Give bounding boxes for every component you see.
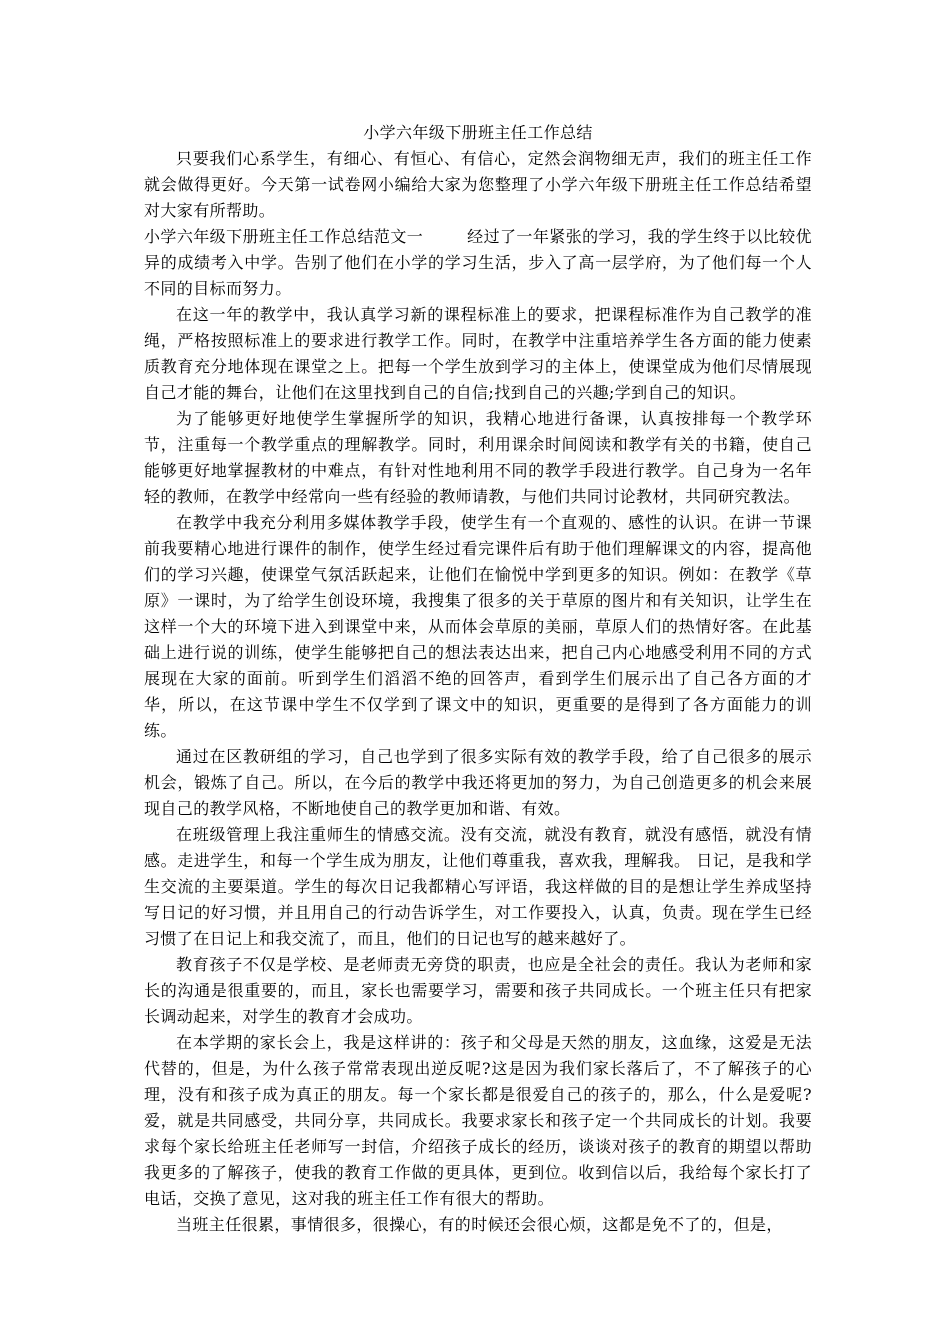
body-paragraph-1: 在这一年的教学中，我认真学习新的课程标准上的要求，把课程标准作为自己教学的准绳，严格按照标准上的要求进行教学工作。同时，在教学中注重培养学生各方面的能力使素质教育充分地体现在课堂之上。把每一个学生放到学习的主体上，使课堂成为他们尽情展现自己才能的舞台，让他们在这里找到自己的自信;找到自己的兴趣;学到自己的知识。: [144, 305, 812, 402]
document-title: 小学六年级下册班主任工作总结: [363, 123, 593, 142]
intro-paragraph: 只要我们心系学生，有细心、有恒心、有信心，定然会润物细无声，我们的班主任工作就会做得更好。今天第一试卷网小编给大家为您整理了小学六年级下册班主任工作总结希望对大家有所帮助。: [144, 149, 812, 220]
body-paragraph-4: 通过在区教研组的学习，自己也学到了很多实际有效的教学手段，给了自己很多的展示机会，锻炼了自己。所以，在今后的教学中我还将更加的努力，为自己创造更多的机会来展现自己的教学风格，不断地使自己的教学更加和谐、有效。: [144, 747, 812, 818]
section-first-paragraph: [144, 224, 812, 302]
section-first-text: 经过了一年紧张的学习，我的学生终于以比较优异的成绩考入中学。告别了他们在小学的学习生活，步入了高一层学府，为了他们每一个人不同的目标而努力。: [144, 227, 812, 298]
body-paragraph-3: 在教学中我充分利用多媒体教学手段，使学生有一个直观的、感性的认识。在讲一节课前我要精心地进行课件的制作，使学生经过看完课件后有助于他们理解课文的内容，提高他们的学习兴趣，使课堂气氛活跃起来，让他们在愉悦中学到更多的知识。例如：在教学《草原》一课时，为了给学生创设环境，我搜集了很多的关于草原的图片和有关知识，让学生在这样一个大的环境下进入到课堂中来，从而体会草原的美丽，草原人们的热情好客。在此基础上进行说的训练，使学生能够把自己的想法表达出来，把自己内心地感受利用不同的方式展现在大家的面前。听到学生们滔滔不绝的回答声，看到学生们展示出了自己各方面的才华，所以，在这节课中学生不仅学到了课文中的知识，更重要的是得到了各方面能力的训练。: [144, 513, 812, 740]
section-heading: 小学六年级下册班主任工作总结范文一: [144, 227, 424, 246]
body-paragraph-6: 教育孩子不仅是学校、是老师责无旁贷的职责，也应是全社会的责任。我认为老师和家长的沟通是很重要的，而且，家长也需要学习，需要和孩子共同成长。一个班主任只有把家长调动起来，对学生的教育才会成功。: [144, 955, 812, 1026]
body-paragraph-8: 当班主任很累，事情很多，很操心，有的时候还会很心烦，这都是免不了的，但是，: [176, 1215, 783, 1234]
body-paragraph-7: 在本学期的家长会上，我是这样讲的：孩子和父母是天然的朋友，这血缘，这爱是无法代替的，但是，为什么孩子常常表现出逆反呢?这是因为我们家长落后了，不了解孩子的心理，没有和孩子成为真正的朋友。每一个家长都是很爱自己的孩子的，那么，什么是爱呢?爱，就是共同感受，共同分享，共同成长。我要求家长和孩子定一个共同成长的计划。我要求每个家长给班主任老师写一封信，介绍孩子成长的经历，谈谈对孩子的教育的期望以帮助我更多的了解孩子，使我的教育工作做的更具体，更到位。收到信以后，我给每个家长打了电话，交换了意见，这对我的班主任工作有很大的帮助。: [144, 1033, 812, 1208]
body-paragraph-2: 为了能够更好地使学生掌握所学的知识，我精心地进行备课，认真按排每一个教学环节，注重每一个教学重点的理解教学。同时，利用课余时间阅读和教学有关的书籍，使自己能够更好地掌握教材的中难点，有针对性地利用不同的教学手段进行教学。自己身为一名年轻的教师，在教学中经常向一些有经验的教师请教，与他们共同讨论教材，共同研究教法。: [144, 409, 812, 506]
body-paragraph-5: 在班级管理上我注重师生的情感交流。没有交流，就没有教育，就没有感悟，就没有情感。走进学生，和每一个学生成为朋友，让他们尊重我，喜欢我，理解我。 日记，是我和学生交流的主要渠道。学生的每次日记我都精心写评语，我这样做的目的是想让学生养成坚持写日记的好习惯，并且用自己的行动告诉学生，对工作要投入，认真，负责。现在学生已经习惯了在日记上和我交流了，而且，他们的日记也写的越来越好了。: [144, 825, 812, 948]
document-page: [144, 120, 812, 1238]
